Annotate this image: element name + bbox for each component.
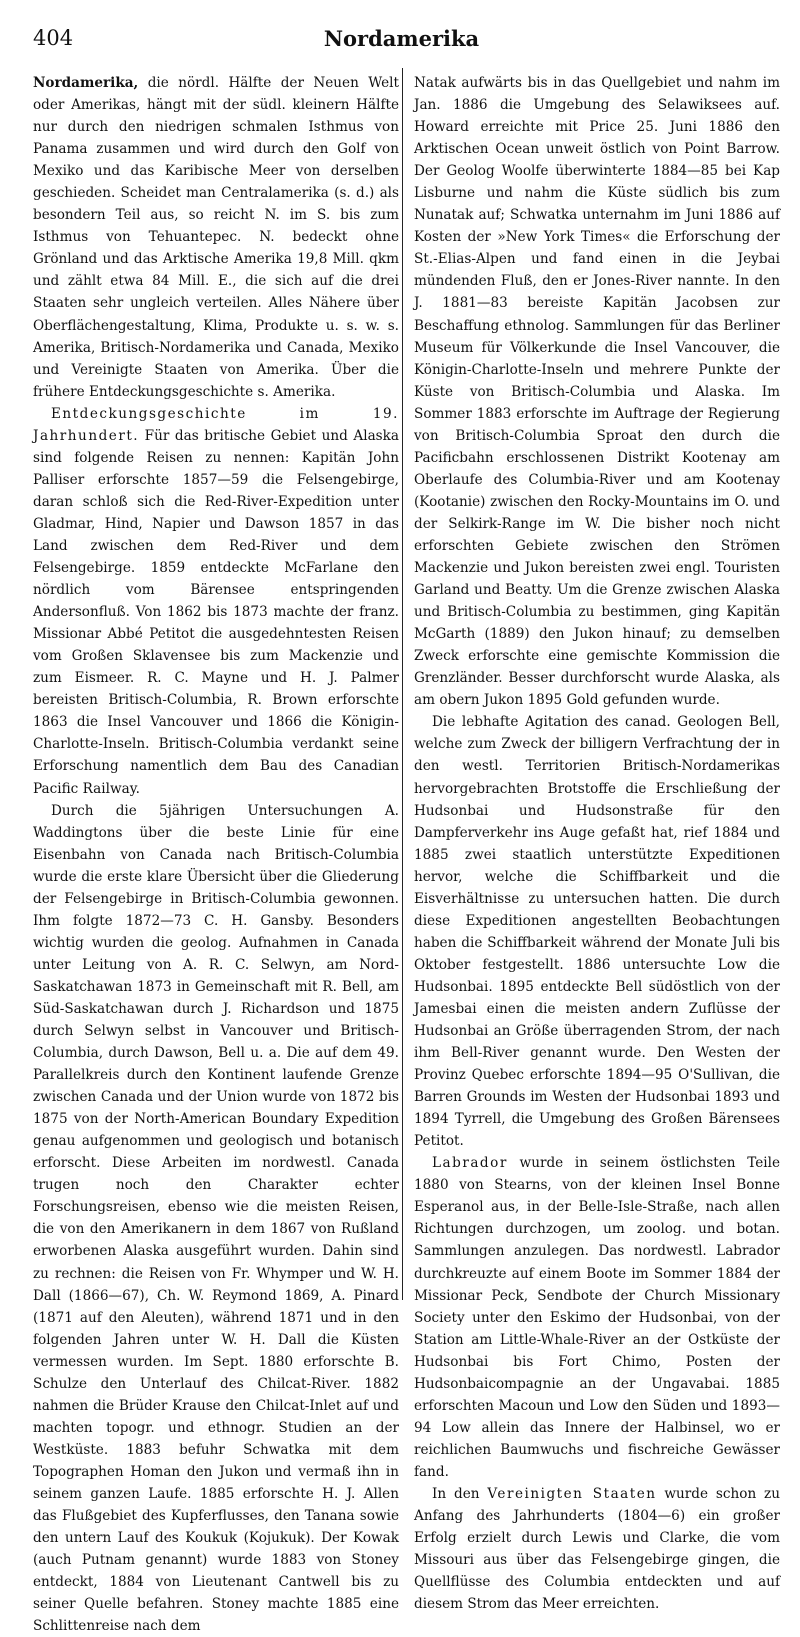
left-column	[33, 72, 399, 1637]
section-heading: Entdeckungsgeschichte im 19. Jahrhundert.	[33, 405, 399, 444]
paragraph-alaska-continued: Natak aufwärts bis in das Quellgebiet und nahm im Jan. 1886 die Umgebung des Selawiksees auf. Howard erreichte mit Price 25. Juni 1886 den Arktischen Ocean unweit östlich von Point Barrow. Der Geolog Woolfe überwinterte 1884—85 bei Kap Lisburne und nahm die Küste südlich bis zum Nunatak auf; Schwatka unternahm im Juni 1886 auf Kosten der »New York Times« die Erforschung der St.-Elias-Alpen und fand einen in die Jeybai mündenden Fluß, den er Jones-River nannte. In den J. 1881—83 bereiste Kapitän Jacobsen zur Beschaffung ethnolog. Sammlungen für das Berliner Museum für Völkerkunde die Insel Vancouver, die Königin-Charlotte-Inseln und mehrere Punkte der Küste von Britisch-Columbia und Alaska. Im Sommer 1883 erforschte im Auftrage der Regierung von Britisch-Columbia Sproat den durch die Pacificbahn erschlossenen Distrikt Kootenay am Oberlaufe des Columbia-River und am Kootenay (Kootanie) zwischen den Rocky-Mountains im O. und der Selkirk-Range im W. Die bisher noch nicht erforschten Gebiete zwischen den Strömen Mackenzie und Jukon bereisten zwei engl. Touristen Garland und Beatty. Um die Grenze zwischen Alaska und Britisch-Columbia zu bestimmen, ging Kapitän McGarth (1889) den Jukon hinauf; zu demselben Zweck erforschte eine gemischte Kommission die Grenzländer. Besser durchforscht wurde Alaska, als am obern Jukon 1895 Gold gefunden wurde.	[414, 75, 780, 709]
paragraph-entdeckungsgeschichte	[33, 403, 399, 800]
paragraph-hudsonbai: Die lebhafte Agitation des canad. Geologen Bell, welche zum Zweck der billigern Verfrachtung der in den westl. Territorien Britisch-Nordamerikas hervorgebrachten Brotstoffe die Erschließung der Hudsonbai und Hudsonstraße für den Dampferverkehr ins Auge gefaßt hat, rief 1884 und 1885 zwei staatlich unterstützte Expeditionen hervor, welche die Schiffbarkeit und die Eisverhältnisse zu untersuchen hatten. Die durch diese Expeditionen angestellten Beobachtungen haben die Schiffbarkeit während der Monate Juli bis Oktober festgestellt. 1886 untersuchte Low die Hudsonbai. 1895 entdeckte Bell südöstlich von der Jamesbai einen die meisten andern Zuflüsse der Hudsonbai an Größe überragenden Strom, der nach ihm Bell-River genannt wurde. Den Westen der Provinz Quebec erforschte 1894—95 O'Sullivan, die Barren Grounds im Westen der Hudsonbai 1893 und 1894 Tyrrell, die Umgebung des Großen Bärensees Petitot.	[414, 714, 780, 1150]
page-number: 404	[33, 26, 74, 50]
paragraph-text: die nördl. Hälfte der Neuen Welt oder Amerikas, hängt mit der südl. kleinern Hälfte nur durch den niedrigen schmalen Isthmus von Panama zusammen und wird durch den Golf von Mexiko und das Karibische Meer von derselben geschieden. Scheidet man Centralamerika (s. d.) als besondern Teil aus, so reicht N. im S. bis zum Isthmus von Tehuantepec. N. bedeckt ohne Grönland und das Arktische Amerika 19,8 Mill. qkm und zählt etwa 84 Mill. E., die sich auf die drei Staaten sehr ungleich verteilen. Alles Nähere über Oberflächengestaltung, Klima, Produkte u. s. w. s. Amerika, Britisch-Nordamerika und Canada, Mexiko und Vereinigte Staaten von Amerika. Über die frühere Entdeckungsgeschichte s. Amerika.	[33, 75, 399, 400]
lemma-heading: Nordamerika,	[33, 75, 139, 91]
running-title: Nordamerika	[323, 26, 480, 51]
paragraph-labrador	[414, 1152, 780, 1483]
paragraph-text: Für das britische Gebiet und Alaska sind folgende Reisen zu nennen: Kapitän John Palliser erforschte 1857—59 die Felsengebirge, daran schloß sich die Red-River-Expedition unter Gladmar, Hind, Napier und Dawson 1857 in das Land zwischen dem Red-River und dem Felsengebirge. 1859 entdeckte McFarlane den nördlich vom Bärensee entspringenden Andersonfluß. Von 1862 bis 1873 machte der franz. Missionar Abbé Petitot die ausgedehntesten Reisen vom Großen Sklavensee bis zum Mackenzie und zum Eismeer. R. C. Mayne und H. J. Palmer bereisten Britisch-Columbia, R. Brown erforschte 1863 die Insel Vancouver und 1866 die Königin-Charlotte-Inseln. Britisch-Columbia verdankt seine Erforschung namentlich dem Bau des Canadian Pacific Railway.	[33, 427, 399, 797]
column-divider	[402, 68, 403, 1300]
paragraph-text: wurde schon zu Anfang des Jahrhunderts (1804—6) ein großer Erfolg erzielt durch Lewis und Clarke, die vom Missouri aus über das Felsengebirge gingen, die Quellflüsse des Columbia entdeckten und auf diesem Strom das Meer erreichten.	[414, 1486, 780, 1613]
paragraph-nordamerika	[33, 72, 399, 403]
paragraph-vereinigte-staaten	[414, 1483, 780, 1615]
section-heading: Labrador	[432, 1155, 508, 1172]
page-header	[33, 26, 770, 56]
paragraph-text: In den	[432, 1486, 488, 1502]
paragraph-text: wurde in seinem östlichsten Teile 1880 von Stearns, von der kleinen Insel Bonne Esperanol aus, in der Belle-Isle-Straße, nach allen Richtungen durchzogen, um zoolog. und botan. Sammlungen anzulegen. Das nordwestl. Labrador durchkreuzte auf einem Boote im Sommer 1884 der Missionar Peck, Sendbote der Church Missionary Society unter den Eskimo der Hudsonbai, von der Station am Little-Whale-River an der Ostküste der Hudsonbai bis Fort Chimo, Posten der Hudsonbaicompagnie an der Ungavabai. 1885 erforschten Macoun und Low den Süden und 1893—94 Low allein das Innere der Halbinsel, wo er reichlichen Baumwuchs und fischreiche Gewässer fand.	[414, 1155, 780, 1480]
section-heading: Vereinigten Staaten	[487, 1486, 657, 1502]
paragraph-waddington: Durch die 5jährigen Untersuchungen A. Waddingtons über die beste Linie für eine Eisenbahn von Canada nach Britisch-Columbia wurde die erste klare Übersicht über die Gliederung der Felsengebirge in Britisch-Columbia gewonnen. Ihm folgte 1872—73 C. H. Gansby. Besonders wichtig wurden die geolog. Aufnahmen in Canada unter Leitung von A. R. C. Selwyn, am Nord-Saskatchawan 1873 in Gemeinschaft mit R. Bell, am Süd-Saskatchawan durch J. Richardson und 1875 durch Selwyn selbst in Vancouver und Britisch-Columbia, durch Dawson, Bell u. a. Die auf dem 49. Parallelkreis durch den Kontinent laufende Grenze zwischen Canada und der Union wurde von 1872 bis 1875 von der North-American Boundary Expedition genau aufgenommen und geologisch und botanisch erforscht. Diese Arbeiten im nordwestl. Canada trugen noch den Charakter echter Forschungsreisen, ebenso wie die meisten Reisen, die von den Amerikanern in dem 1867 von Rußland erworbenen Alaska ausgeführt wurden. Dahin sind zu rechnen: die Reisen von Fr. Whymper und W. H. Dall (1866—67), Ch. W. Reymond 1869, A. Pinard (1871 auf den Aleuten), während 1871 und in den folgenden Jahren unter W. H. Dall die Küsten vermessen wurden. Im Sept. 1880 erforschte B. Schulze den Unterlauf des Chilcat-River. 1882 nahmen die Brüder Krause den Chilcat-Inlet auf und machten topogr. und ethnogr. Studien an der Westküste. 1883 befuhr Schwatka mit dem Topographen Homan den Jukon und vermaß ihn in seinem ganzen Laufe. 1885 erforschte H. J. Allen das Flußgebiet des Kupferflusses, den Tanana sowie den untern Lauf des Koukuk (Kojukuk). Der Kowak (auch Putnam genannt) wurde 1883 von Stoney entdeckt, 1884 von Lieutenant Cantwell bis zu seiner Quelle befahren. Stoney machte 1885 eine Schlittenreise nach dem	[33, 802, 399, 1635]
right-column	[414, 72, 780, 1615]
